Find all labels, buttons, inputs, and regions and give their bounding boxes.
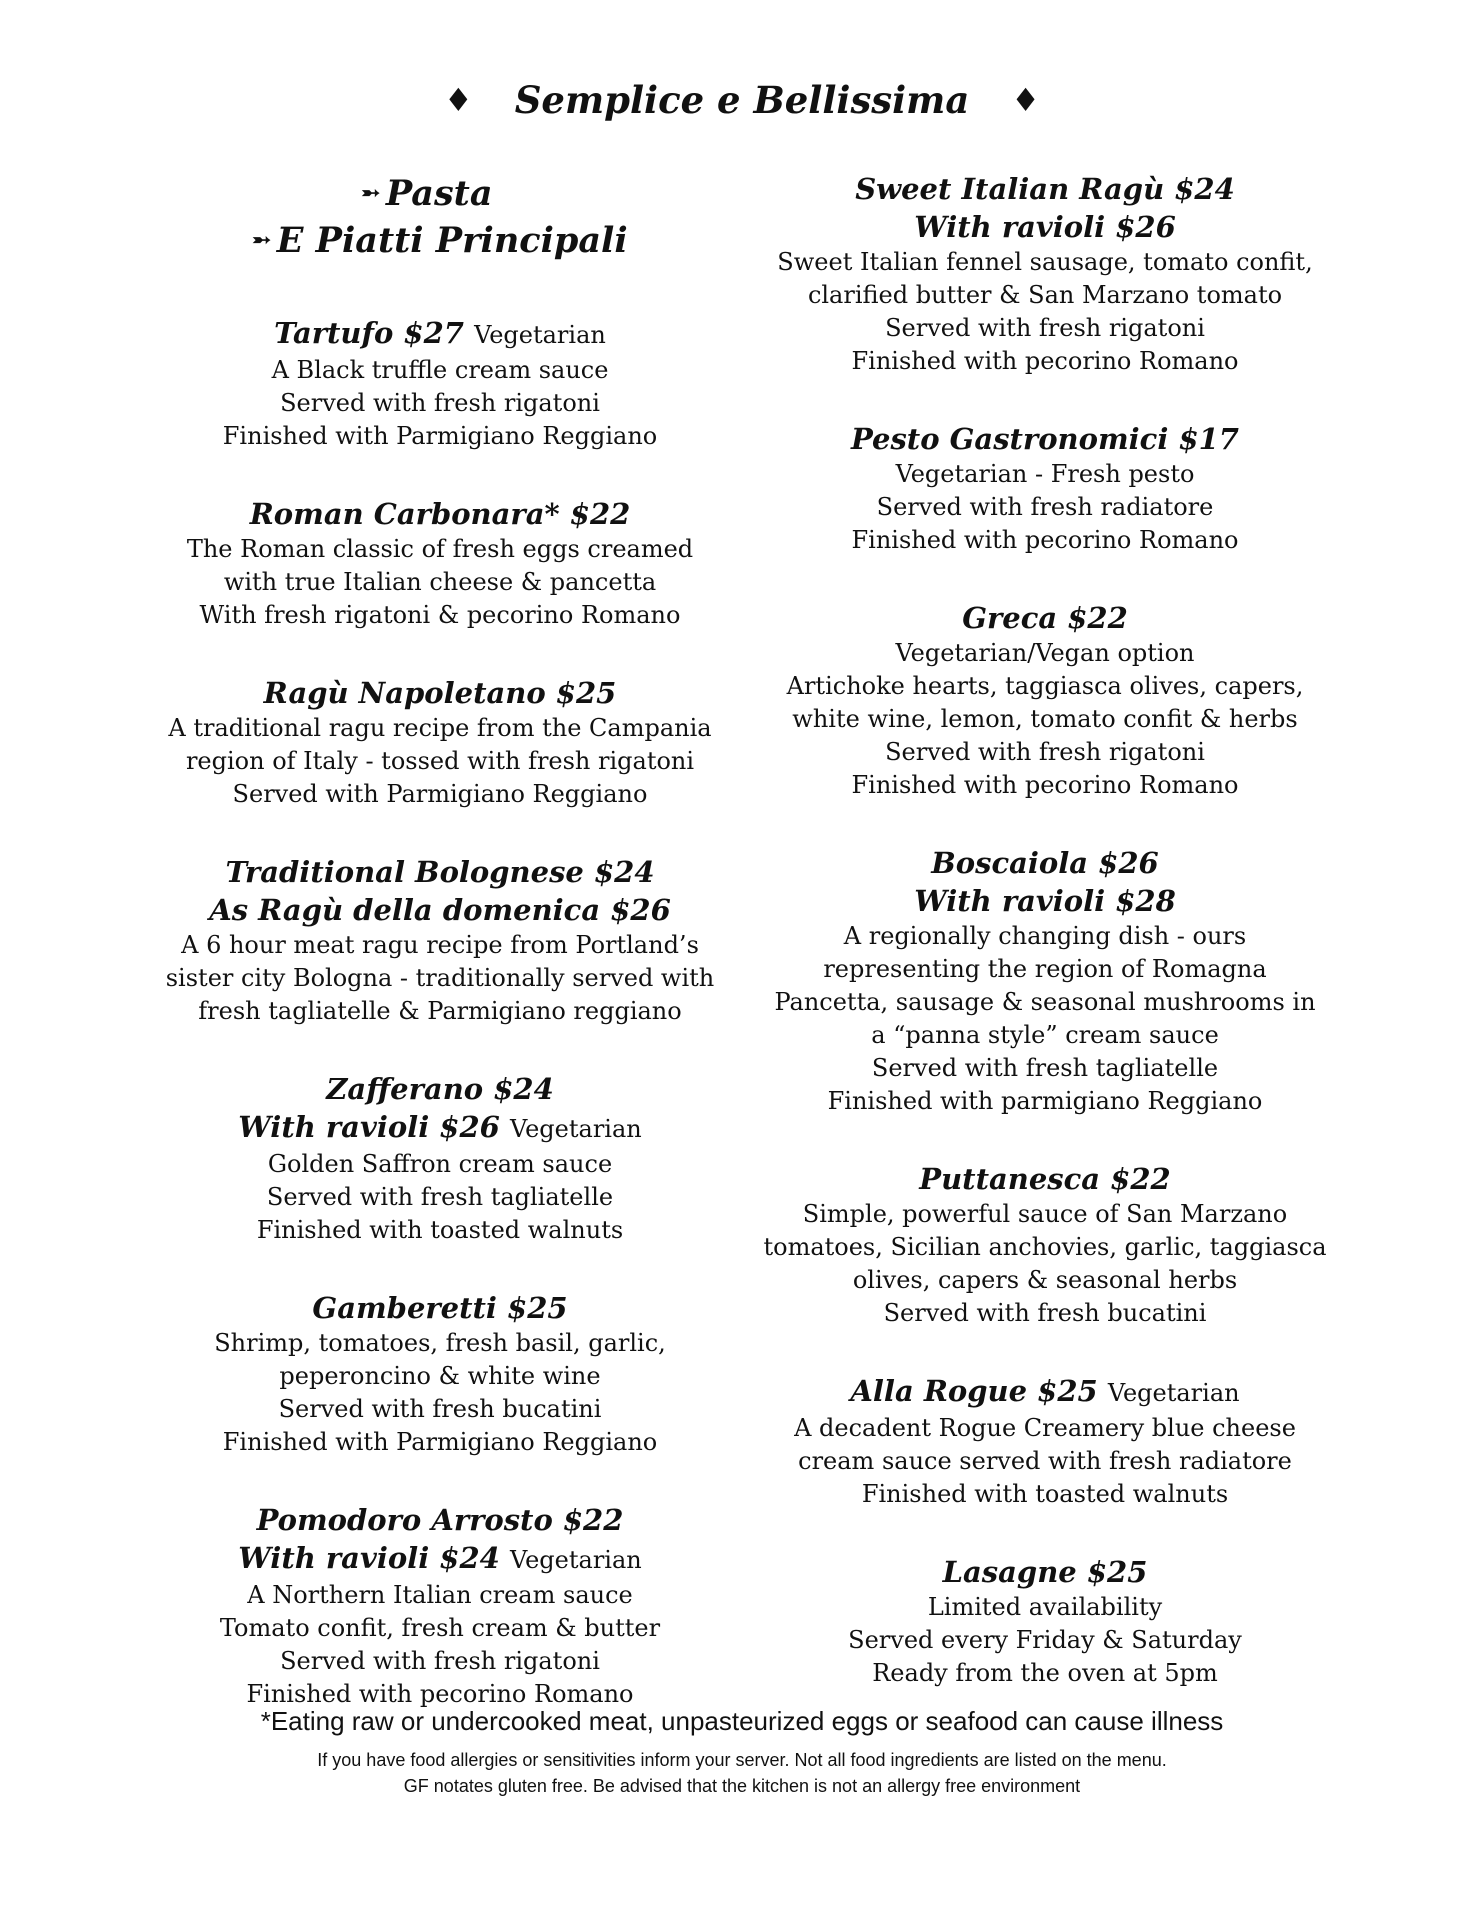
menu-item xyxy=(160,495,720,632)
dish-title: Pomodoro Arrosto $22 xyxy=(256,1503,624,1537)
dish-description-line: Finished with toasted walnuts xyxy=(861,1480,1229,1508)
dish-description-line: cream sauce served with fresh radiatore xyxy=(798,1447,1292,1475)
menu-item xyxy=(760,844,1330,1118)
dish-description-line: Served with fresh bucatini xyxy=(883,1299,1207,1327)
dish-description-line: Sweet Italian fennel sausage, tomato confit, xyxy=(777,248,1313,276)
dish-subtitle: With ravioli $26 xyxy=(914,210,1176,244)
dish-description-line: Vegetarian - Fresh pesto xyxy=(895,460,1195,488)
dish-description-line: Served with fresh rigatoni xyxy=(280,1647,600,1675)
dish-description-line: clarified butter & San Marzano tomato xyxy=(807,281,1283,309)
menu-item xyxy=(160,853,720,1028)
dish-title: Ragù Napoletano $25 xyxy=(263,676,617,710)
dish-description-line: A decadent Rogue Creamery blue cheese xyxy=(794,1414,1296,1442)
dish-description-line: Finished with parmigiano Reggiano xyxy=(827,1087,1263,1115)
dish-description-line: Vegetarian/Vegan option xyxy=(895,639,1195,667)
dish-description-line: Golden Saffron cream sauce xyxy=(267,1150,613,1178)
right-dish-list xyxy=(760,170,1330,1690)
dish-description-line: Finished with Parmigiano Reggiano xyxy=(222,422,658,450)
menu-item xyxy=(160,1501,720,1711)
dietary-tag: Vegetarian xyxy=(474,321,606,349)
dish-description-line: Tomato confit, fresh cream & butter xyxy=(219,1614,661,1642)
menu-item xyxy=(760,1553,1330,1690)
dietary-tag: Vegetarian xyxy=(509,1546,642,1574)
dish-description-line: fresh tagliatelle & Parmigiano reggiano xyxy=(198,997,682,1025)
dish-description-line: Finished with Parmigiano Reggiano xyxy=(222,1428,658,1456)
section-title-pasta: ➵ Pasta xyxy=(361,173,493,214)
dish-title: Roman Carbonara* $22 xyxy=(249,497,631,531)
dish-description-line: Served with Parmigiano Reggiano xyxy=(232,780,648,808)
dish-description-line: Served with fresh rigatoni xyxy=(280,389,600,417)
dish-description-line: A 6 hour meat ragu recipe from Portland’s xyxy=(181,931,699,959)
dish-subtitle: With ravioli $26 Vegetarian xyxy=(238,1110,642,1144)
dish-description-line: With fresh rigatoni & pecorino Romano xyxy=(199,601,681,629)
dish-description-line: Simple, powerful sauce of San Marzano xyxy=(802,1200,1288,1228)
dish-description-line: sister city Bologna - traditionally served with xyxy=(165,964,715,992)
dish-description-line: Served every Friday & Saturday xyxy=(848,1626,1242,1654)
dish-description-line: A Black truffle cream sauce xyxy=(271,356,609,384)
dish-description-line: region of Italy - tossed with fresh rigatoni xyxy=(185,747,695,775)
dish-description-line: with true Italian cheese & pancetta xyxy=(223,568,657,596)
arrow-icon: ➵ xyxy=(361,180,380,206)
dish-description-line: A Northern Italian cream sauce xyxy=(247,1581,633,1609)
dish-subtitle: With ravioli $28 xyxy=(914,884,1176,918)
dish-description-line: Served with fresh rigatoni xyxy=(885,314,1205,342)
menu-item xyxy=(160,314,720,453)
menu-item xyxy=(760,1160,1330,1330)
menu-title: Semplice e Bellissima xyxy=(514,78,970,122)
menu-header xyxy=(0,78,1484,122)
dietary-tag: Vegetarian xyxy=(1107,1379,1240,1407)
section-title-piatti: ➵ E Piatti Principali xyxy=(252,220,628,261)
gluten-free-note: GF notates gluten free. Be advised that the kitchen is not an allergy free environment xyxy=(403,1776,1081,1796)
dish-description-line: representing the region of Romagna xyxy=(823,955,1267,983)
section-heading xyxy=(160,170,720,264)
right-column xyxy=(760,170,1330,1732)
dish-description-line: olives, capers & seasonal herbs xyxy=(852,1266,1238,1294)
menu-item xyxy=(760,420,1330,557)
diamond-left-icon: ♦ xyxy=(444,81,473,119)
dish-description-line: Finished with pecorino Romano xyxy=(851,526,1239,554)
menu-item xyxy=(160,674,720,811)
dish-title: Tartufo $27 Vegetarian xyxy=(274,316,606,350)
dish-description-line: Served with fresh rigatoni xyxy=(885,738,1205,766)
dish-description-line: Ready from the oven at 5pm xyxy=(872,1659,1218,1687)
allergy-note: If you have food allergies or sensitivities inform your server. Not all food ingredients are listed on the menu. xyxy=(317,1750,1167,1770)
menu-item xyxy=(760,599,1330,802)
dish-title: Zafferano $24 xyxy=(326,1072,554,1106)
dish-description-line: Finished with toasted walnuts xyxy=(256,1216,624,1244)
arrow-icon: ➵ xyxy=(252,227,271,253)
dish-description-line: Pancetta, sausage & seasonal mushrooms in xyxy=(774,988,1316,1016)
dish-description-line: Served with fresh tagliatelle xyxy=(871,1054,1219,1082)
left-dish-list xyxy=(160,314,720,1711)
dish-description-line: Limited availability xyxy=(927,1593,1163,1621)
dish-title: Traditional Bolognese $24 xyxy=(225,855,655,889)
dish-description-line: peperoncino & white wine xyxy=(279,1362,601,1390)
dish-description-line: Served with fresh tagliatelle xyxy=(266,1183,614,1211)
dish-subtitle: As Ragù della domenica $26 xyxy=(209,893,671,927)
menu-item xyxy=(760,1372,1330,1511)
dish-title: Gamberetti $25 xyxy=(312,1291,568,1325)
menu-item xyxy=(160,1289,720,1459)
dish-title: Boscaiola $26 xyxy=(931,846,1159,880)
dish-title: Greca $22 xyxy=(962,601,1128,635)
dish-description-line: A traditional ragu recipe from the Campania xyxy=(168,714,712,742)
menu-item xyxy=(760,170,1330,378)
dish-subtitle: With ravioli $24 Vegetarian xyxy=(238,1541,642,1575)
dish-title: Lasagne $25 xyxy=(942,1555,1148,1589)
dish-title: Puttanesca $22 xyxy=(919,1162,1171,1196)
diamond-right-icon: ♦ xyxy=(1011,81,1040,119)
dish-description-line: Artichoke hearts, taggiasca olives, capers, xyxy=(786,672,1304,700)
dish-description-line: Finished with pecorino Romano xyxy=(851,771,1239,799)
dish-title: Alla Rogue $25 Vegetarian xyxy=(850,1374,1240,1408)
dish-description-line: The Roman classic of fresh eggs creamed xyxy=(186,535,694,563)
dish-description-line: Served with fresh radiatore xyxy=(876,493,1214,521)
dish-description-line: Finished with pecorino Romano xyxy=(246,1680,634,1708)
dish-description-line: Shrimp, tomatoes, fresh basil, garlic, xyxy=(214,1329,666,1357)
dish-description-line: tomatoes, Sicilian anchovies, garlic, taggiasca xyxy=(763,1233,1327,1261)
dish-description-line: white wine, lemon, tomato confit & herbs xyxy=(792,705,1298,733)
menu-item xyxy=(160,1070,720,1247)
raw-food-warning: *Eating raw or undercooked meat, unpasteurized eggs or seafood can cause illness xyxy=(260,1706,1224,1736)
dish-title: Sweet Italian Ragù $24 xyxy=(855,172,1235,206)
dish-description-line: Served with fresh bucatini xyxy=(278,1395,602,1423)
dish-description-line: Finished with pecorino Romano xyxy=(851,347,1239,375)
dish-description-line: a “panna style” cream sauce xyxy=(871,1021,1219,1049)
dietary-tag: Vegetarian xyxy=(509,1115,642,1143)
left-column xyxy=(160,170,720,1753)
dish-title: Pesto Gastronomici $17 xyxy=(851,422,1239,456)
dish-description-line: A regionally changing dish - ours xyxy=(843,922,1247,950)
